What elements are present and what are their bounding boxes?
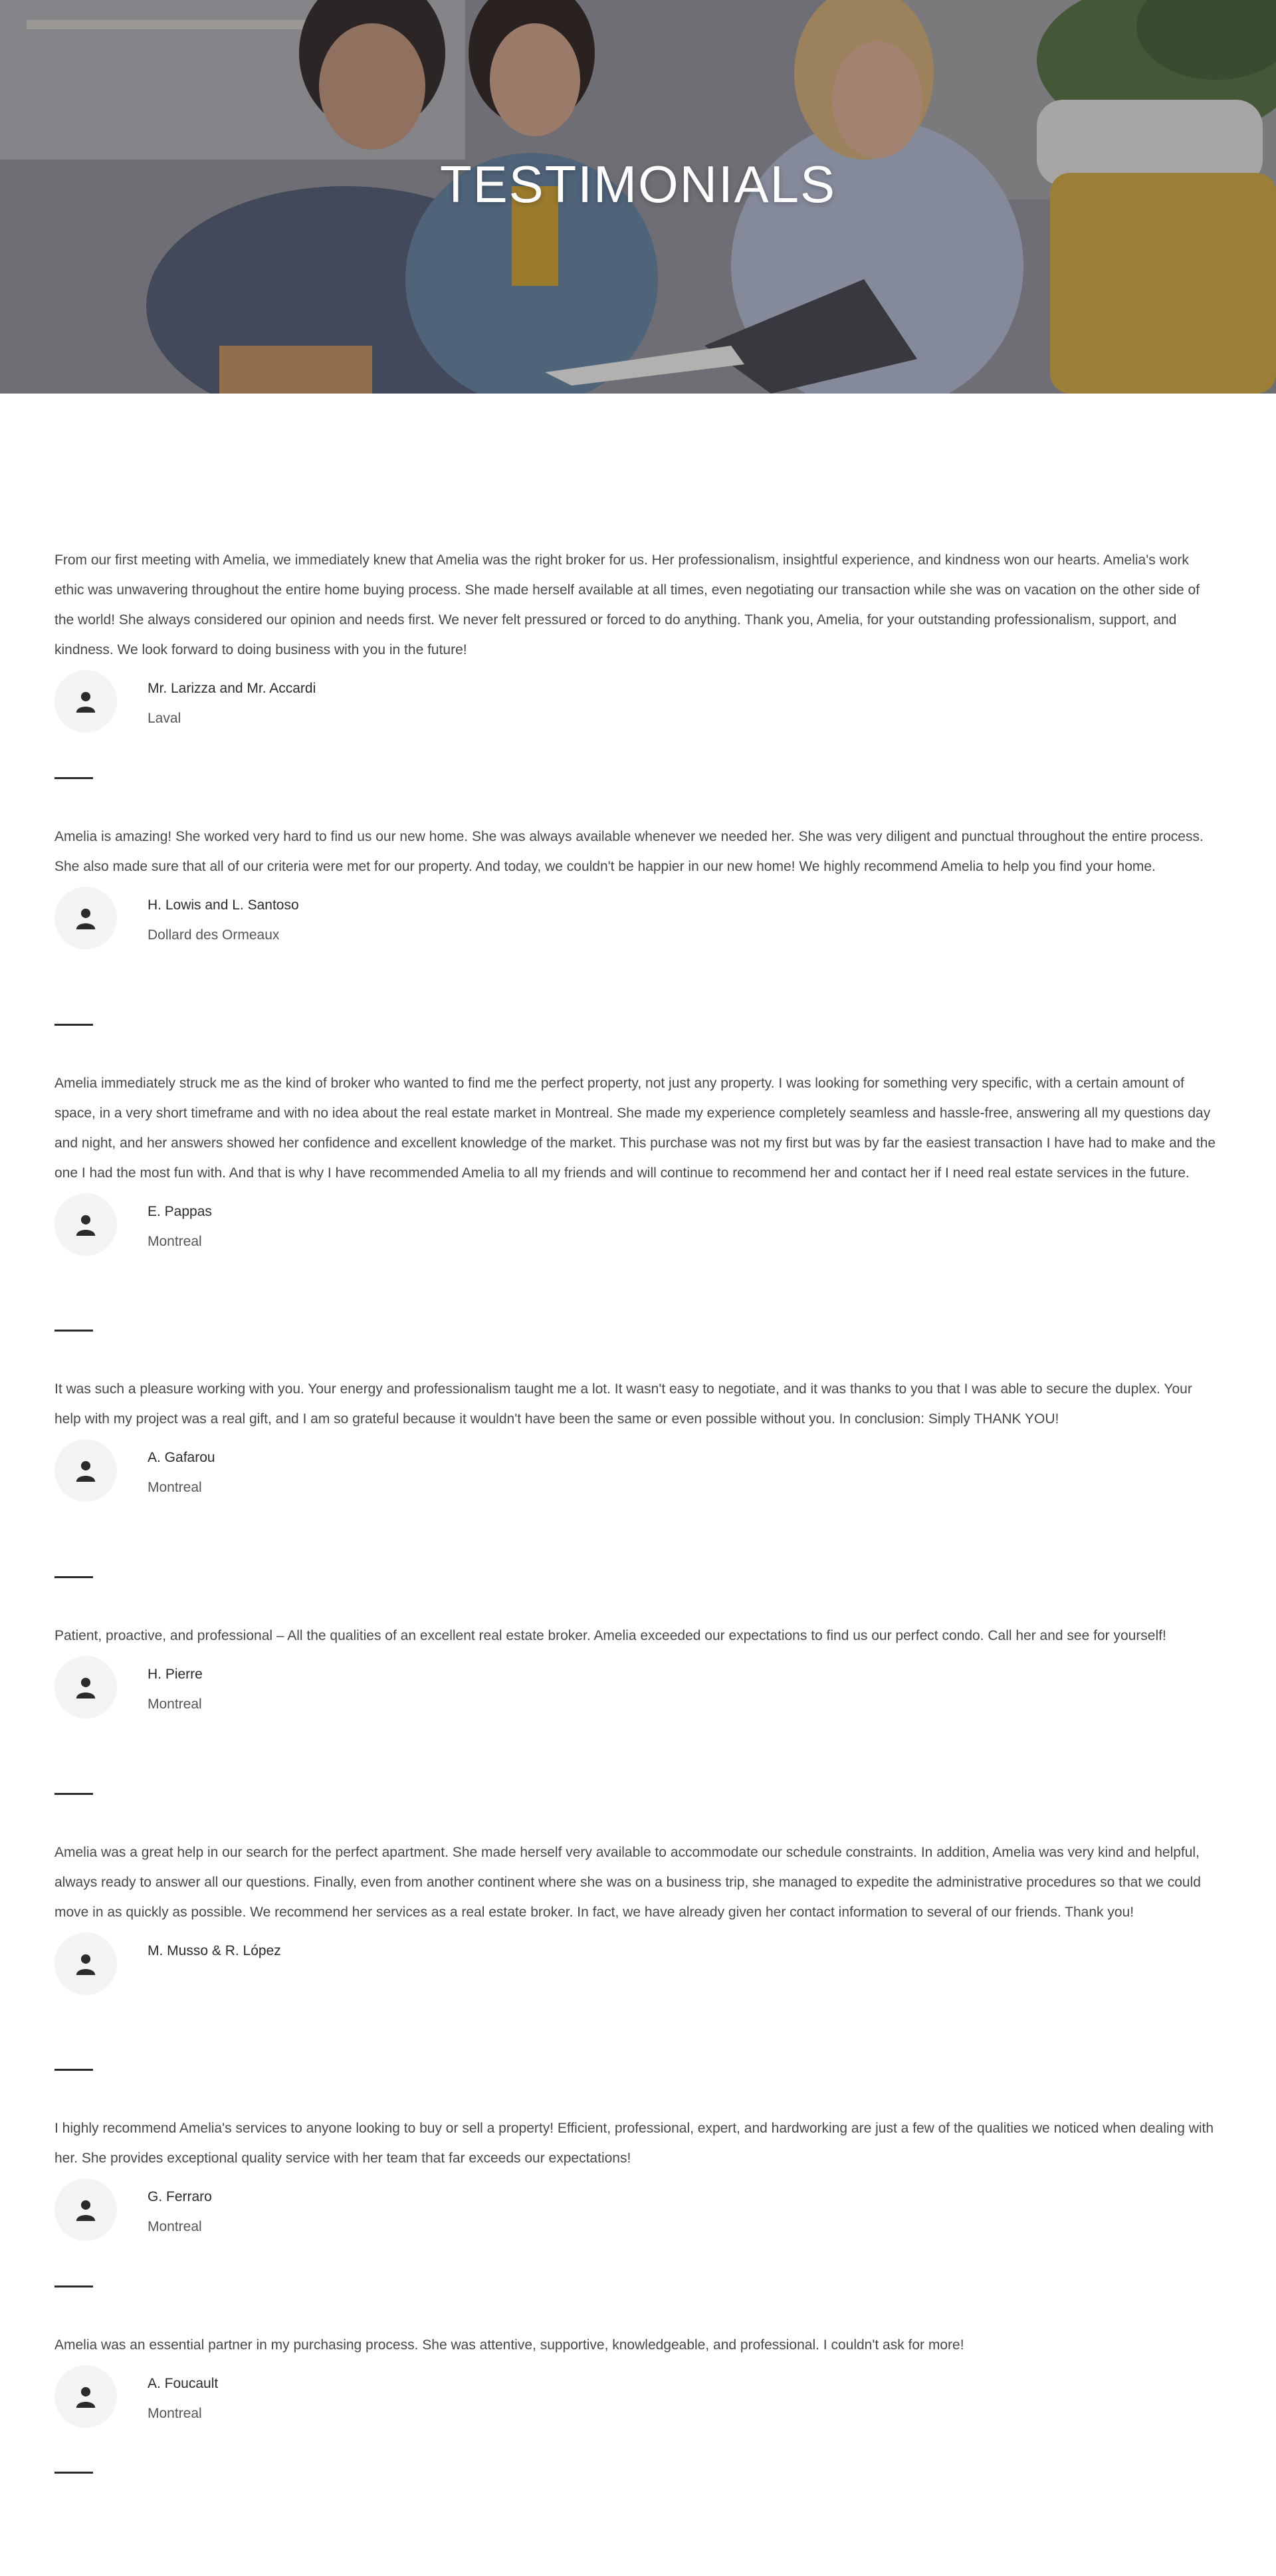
testimonial-item bbox=[54, 1068, 1222, 1260]
author-city: Montreal bbox=[148, 1480, 202, 1495]
testimonial-item bbox=[54, 2113, 1222, 2245]
author-city: Montreal bbox=[148, 2406, 202, 2421]
testimonial-author bbox=[54, 670, 1222, 737]
testimonial-author bbox=[54, 1656, 1222, 1722]
author-name: M. Musso & R. López bbox=[148, 1943, 281, 1958]
author-name: Mr. Larizza and Mr. Accardi bbox=[148, 681, 316, 696]
avatar bbox=[54, 1193, 117, 1256]
user-icon bbox=[74, 1952, 97, 1975]
author-city: Montreal bbox=[148, 2219, 202, 2234]
testimonial-author bbox=[54, 887, 1222, 953]
author-city: Montreal bbox=[148, 1234, 202, 1249]
author-city: Laval bbox=[148, 711, 181, 726]
avatar bbox=[54, 1656, 117, 1718]
testimonial-quote: From our first meeting with Amelia, we immediately knew that Amelia was the right broker for us. Her professionalism, insightful experience, and kindness won our hearts. Amelia's work ethic was unwavering throughout the entire home buying process. She made herself available at all times, even negotiating our transaction while she was on vacation on the other side of the world! She always considered our opinion and needs first. We never felt pressured or forced to do anything. Thank you, Amelia, for your outstanding professionalism, support, and kindness. We look forward to doing business with you in the future! bbox=[54, 552, 1200, 657]
author-name: A. Foucault bbox=[148, 2376, 219, 2391]
avatar bbox=[54, 2365, 117, 2428]
testimonial-item bbox=[54, 1374, 1222, 1506]
testimonial-quote: Amelia is amazing! She worked very hard to find us our new home. She was always available whenever we needed her. She was very diligent and punctual throughout the entire process. She also made sure that all of our criteria were met for our property. And today, we couldn't be happier in our new home! We highly recommend Amelia to help you find your home. bbox=[54, 829, 1204, 874]
user-icon bbox=[74, 690, 97, 713]
testimonial-author bbox=[54, 2365, 1222, 2432]
user-icon bbox=[74, 907, 97, 929]
avatar bbox=[54, 2178, 117, 2241]
author-name: A. Gafarou bbox=[148, 1450, 215, 1465]
user-icon bbox=[74, 1676, 97, 1698]
testimonial-item bbox=[54, 822, 1222, 953]
testimonial-item bbox=[54, 1621, 1222, 1722]
divider bbox=[54, 1576, 93, 1578]
author-city: Dollard des Ormeaux bbox=[148, 927, 280, 943]
testimonial-quote: Patient, proactive, and professional – All the qualities of an excellent real estate broker. Amelia exceeded our expectations to find us our perfect condo. Call her and see for yourself! bbox=[54, 1628, 1166, 1643]
hero-banner bbox=[0, 0, 1276, 394]
testimonial-quote: It was such a pleasure working with you. Your energy and professionalism taught me a lot. It wasn't easy to negotiate, and it was thanks to you that I was able to secure the duplex. Your help with my project was a real gift, and I am so grateful because it wouldn't have been the same or even possible without you. In conclusion: Simply THANK YOU! bbox=[54, 1381, 1192, 1427]
author-name: H. Pierre bbox=[148, 1667, 203, 1682]
avatar bbox=[54, 887, 117, 949]
author-name: G. Ferraro bbox=[148, 2189, 212, 2204]
divider bbox=[54, 1330, 93, 1332]
author-name: E. Pappas bbox=[148, 1204, 212, 1219]
user-icon bbox=[74, 1213, 97, 1236]
testimonial-item bbox=[54, 2330, 1222, 2432]
testimonial-author bbox=[54, 1439, 1222, 1506]
avatar bbox=[54, 1439, 117, 1502]
avatar bbox=[54, 1932, 117, 1995]
divider bbox=[54, 2472, 93, 2474]
divider bbox=[54, 2069, 93, 2071]
divider bbox=[54, 1024, 93, 1026]
testimonial-author bbox=[54, 1932, 1222, 1999]
testimonial-quote: Amelia immediately struck me as the kind of broker who wanted to find me the perfect property, not just any property. I was looking for something very specific, with a certain amount of space, in a very short timeframe and with no idea about the real estate market in Montreal. She made my experience completely seamless and hassle-free, answering all my questions day and night, and her answers showed her confidence and excellent knowledge of the market. This purchase was not my first but was by far the easiest transaction I have had to make and the one I had the most fun with. And that is why I have recommended Amelia to all my friends and will continue to recommend her and contact her if I need real estate services in the future. bbox=[54, 1076, 1216, 1181]
user-icon bbox=[74, 2385, 97, 2408]
author-name: H. Lowis and L. Santoso bbox=[148, 897, 299, 913]
testimonial-item bbox=[54, 545, 1222, 737]
testimonial-item bbox=[54, 1837, 1222, 1999]
author-city: Montreal bbox=[148, 1697, 202, 1712]
divider bbox=[54, 2285, 93, 2287]
testimonial-quote: Amelia was an essential partner in my purchasing process. She was attentive, supportive, knowledgeable, and professional. I couldn't ask for more! bbox=[54, 2337, 964, 2353]
user-icon bbox=[74, 2198, 97, 2221]
testimonial-author bbox=[54, 2178, 1222, 2245]
testimonial-quote: Amelia was a great help in our search for the perfect apartment. She made herself very available to accommodate our schedule constraints. In addition, Amelia was very kind and helpful, always ready to answer all our questions. Finally, even from another continent where she was on a business trip, she managed to expedite the administrative procedures so that we could move in as quickly as possible. We recommend her services as a real estate broker. In fact, we have already given her contact information to several of our friends. Thank you! bbox=[54, 1845, 1201, 1920]
divider bbox=[54, 777, 93, 779]
user-icon bbox=[74, 1459, 97, 1482]
page-title: TESTIMONIALS bbox=[439, 155, 837, 213]
divider bbox=[54, 1793, 93, 1795]
testimonial-quote: I highly recommend Amelia's services to anyone looking to buy or sell a property! Efficient, professional, expert, and hardworking are just a few of the qualities we noticed when dealing with her. She provides exceptional quality service with her team that far exceeds our expectations! bbox=[54, 2121, 1214, 2166]
testimonial-author bbox=[54, 1193, 1222, 1260]
avatar bbox=[54, 670, 117, 733]
